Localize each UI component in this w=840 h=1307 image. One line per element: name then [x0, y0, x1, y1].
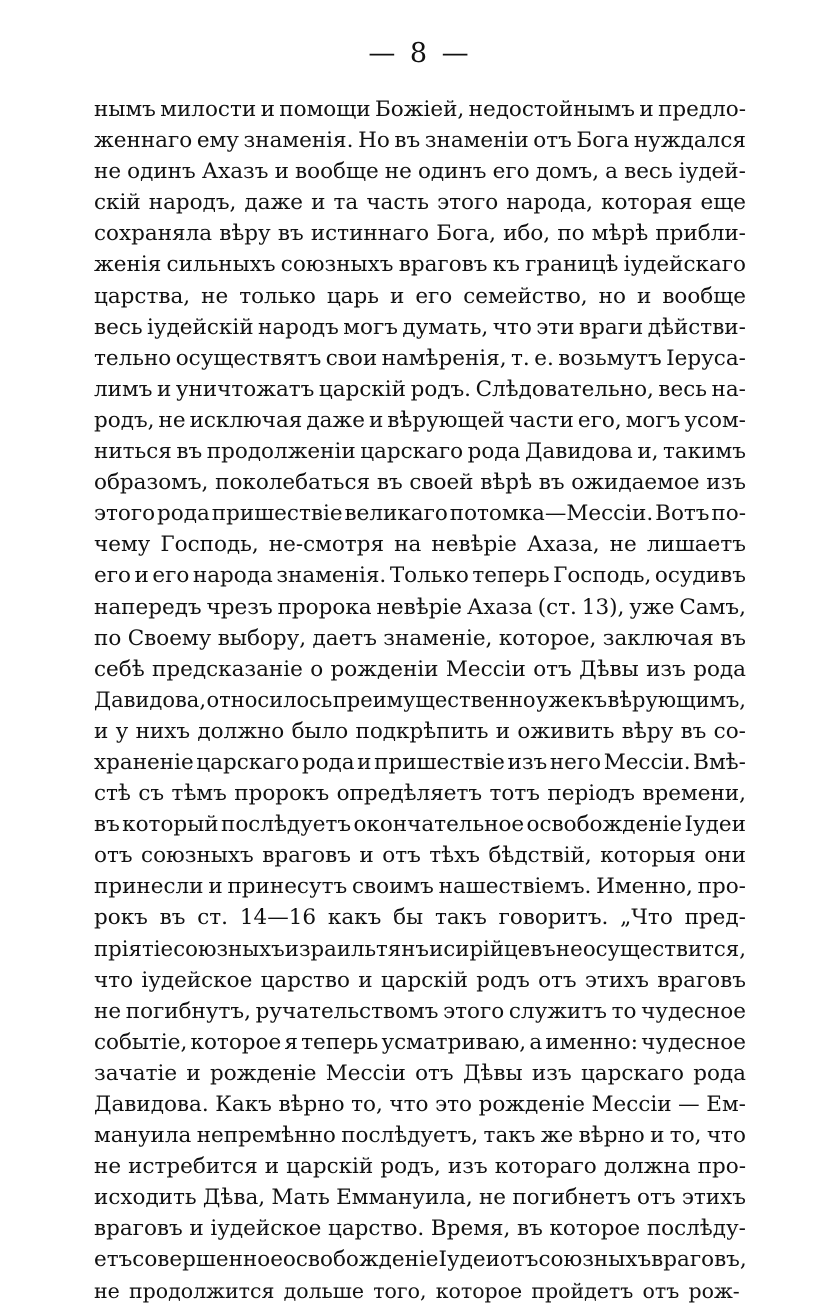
text-line: чему Господь, не-смотря на невѣріе Ахаза, не лишаетъ — [94, 532, 746, 558]
text-line: скій народъ, даже и та часть этого народа, которая еще — [94, 190, 746, 216]
text-line: лимъ и уничтожатъ царскій родъ. Слѣдовательно, весь на- — [94, 376, 746, 402]
text-line: отъ союзныхъ враговъ и отъ тѣхъ бѣдствій, которыя они — [94, 843, 746, 869]
body-text — [94, 94, 746, 1307]
text-line: въ который послѣдуетъ окончательное освобожденіе Іудеи — [94, 812, 746, 838]
text-line: царства, не только царь и его семейство, но и вообще — [94, 283, 746, 309]
text-line: родъ, не исключая даже и вѣрующей части его, могъ усом- — [94, 407, 746, 433]
text-line: Давидова, относилось преимущественно уже къ вѣрующимъ, — [94, 687, 746, 712]
text-line: его и его народа знаменія. Только теперь Господь, осудивъ — [94, 563, 746, 589]
text-line: этого рода пришествіе великаго потомка—Мессіи. Вотъ по- — [94, 501, 746, 527]
text-line: образомъ, поколебаться въ своей вѣрѣ въ ожидаемое изъ — [94, 470, 746, 496]
text-line: храненіе царскаго рода и пришествіе изъ него Мессіи. Вмѣ- — [94, 749, 746, 775]
text-line: не одинъ Ахазъ и вообще не одинъ его домъ, а весь іудей- — [94, 159, 746, 185]
text-line: Давидова. Какъ вѣрно то, что это рожденіе Мессіи — Ем- — [94, 1092, 746, 1117]
text-line: пріятіе союзныхъ израильтянъ и сирійцевъ не осуществится, — [94, 936, 746, 962]
text-line: напередъ чрезъ пророка невѣріе Ахаза (ст. 13), уже Самъ, — [94, 594, 746, 620]
text-line: не погибнутъ, ручательствомъ этого служитъ то чудесное — [94, 998, 746, 1024]
text-line: что іудейское царство и царскій родъ отъ этихъ враговъ — [94, 967, 746, 993]
text-line: сохраняла вѣру въ истиннаго Бога, ибо, по мѣрѣ прибли- — [94, 221, 746, 247]
text-line: по Своему выбору, даетъ знаменіе, которое, заключая въ — [94, 625, 746, 651]
text-line: зачатіе и рожденіе Мессіи отъ Дѣвы изъ царскаго рода — [94, 1060, 746, 1086]
text-line: событіе, которое я теперь усматриваю, а именно: чудесное — [94, 1029, 746, 1055]
text-line: исходить Дѣва, Мать Еммануила, не погибнетъ отъ этихъ — [94, 1185, 746, 1211]
text-line: враговъ и іудейское царство. Время, въ которое послѣду- — [94, 1216, 746, 1242]
text-line: женія сильныхъ союзныхъ враговъ къ границѣ іудейскаго — [94, 252, 746, 278]
text-line: не продолжится дольше того, которое пройдетъ отъ рож- — [94, 1278, 740, 1303]
text-line: стѣ съ тѣмъ пророкъ опредѣляетъ тотъ періодъ времени, — [94, 781, 746, 807]
text-line: и у нихъ должно было подкрѣпить и оживить вѣру въ со- — [94, 718, 746, 744]
text-line: принесли и принесутъ своимъ нашествіемъ. Именно, про- — [94, 874, 746, 900]
text-line: мануила непремѣнно послѣдуетъ, такъ же вѣрно и то, что — [94, 1123, 746, 1149]
text-line: рокъ въ ст. 14—16 какъ бы такъ говоритъ. „Что пред- — [94, 905, 746, 931]
text-line: себѣ предсказаніе о рожденіи Мессіи отъ Дѣвы изъ рода — [94, 656, 746, 682]
text-line: етъ совершенное освобожденіе Іудеи отъ союзныхъ враговъ, — [94, 1247, 747, 1273]
text-line: не истребится и царскій родъ, изъ котораго должна про- — [94, 1154, 746, 1180]
page-number: — 8 — — [368, 38, 472, 69]
text-line: нымъ милости и помощи Божіей, недостойнымъ и предло- — [94, 97, 746, 122]
text-line: весь іудейскій народъ могъ думать, что эти враги дѣйстви- — [94, 314, 746, 340]
text-line: тельно осуществятъ свои намѣренія, т. е. возьмутъ Іерусa- — [94, 345, 746, 371]
text-line: женнаго ему знаменія. Но въ знаменіи отъ Бога нуждался — [94, 128, 746, 154]
text-line: ниться въ продолженіи царскаго рода Давидова и, такимъ — [94, 439, 746, 465]
